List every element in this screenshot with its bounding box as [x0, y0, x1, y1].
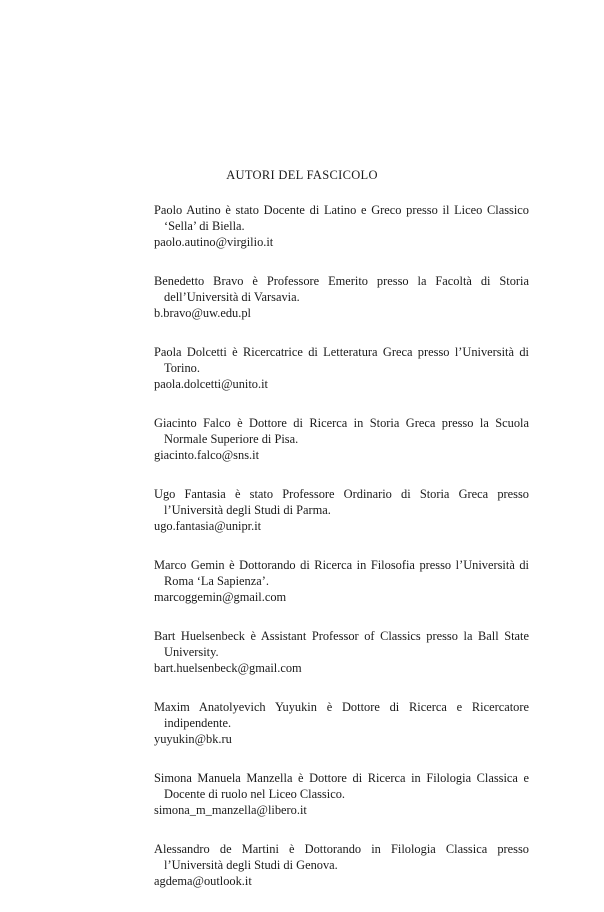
author-email[interactable]: paola.dolcetti@unito.it: [154, 377, 268, 391]
author-entry: [154, 770, 529, 818]
author-description: Ugo Fantasia è stato Professore Ordinario di Storia Greca presso l’Università degli Studi di Parma.: [154, 487, 529, 517]
author-description: Maxim Anatolyevich Yuyukin è Dottore di Ricerca e Ricercatore indipendente.: [154, 700, 529, 730]
author-entry: [154, 273, 529, 321]
author-description: Giacinto Falco è Dottore di Ricerca in Storia Greca presso la Scuola Normale Superiore di Pisa.: [154, 416, 529, 446]
author-email[interactable]: giacinto.falco@sns.it: [154, 448, 260, 462]
author-entry: [154, 557, 529, 605]
author-description: Simona Manuela Manzella è Dottore di Ricerca in Filologia Classica e Docente di ruolo nel Liceo Classico.: [154, 771, 529, 801]
author-entry: [154, 415, 529, 463]
author-description: Paola Dolcetti è Ricercatrice di Letteratura Greca presso l’Università di Torino.: [154, 345, 529, 375]
author-description: Paolo Autino è stato Docente di Latino e Greco presso il Liceo Classico ‘Sella’ di Biella.: [154, 203, 529, 233]
author-entry: [154, 699, 529, 747]
author-entry: [154, 202, 529, 250]
author-email[interactable]: bart.huelsenbeck@gmail.com: [154, 661, 302, 675]
author-entry: [154, 628, 529, 676]
author-description: Bart Huelsenbeck è Assistant Professor of Classics presso la Ball State University.: [154, 629, 529, 659]
author-email[interactable]: simona_m_manzella@libero.it: [154, 803, 307, 817]
author-entry: [154, 344, 529, 392]
author-description: Marco Gemin è Dottorando di Ricerca in Filosofia presso l’Università di Roma ‘La Sapienza’.: [154, 558, 529, 588]
author-email[interactable]: agdema@outlook.it: [154, 874, 252, 888]
author-email[interactable]: paolo.autino@virgilio.it: [154, 235, 274, 249]
author-entry: [154, 841, 529, 889]
author-email[interactable]: ugo.fantasia@unipr.it: [154, 519, 262, 533]
author-entry: [154, 486, 529, 534]
author-email[interactable]: yuyukin@bk.ru: [154, 732, 232, 746]
page-title: AUTORI DEL FASCICOLO: [226, 168, 378, 182]
author-email[interactable]: marcoggemin@gmail.com: [154, 590, 287, 604]
author-email[interactable]: b.bravo@uw.edu.pl: [154, 306, 251, 320]
author-list: [154, 202, 529, 912]
author-description: Benedetto Bravo è Professore Emerito presso la Facoltà di Storia dell’Università di Varsavia.: [154, 274, 529, 304]
author-description: Alessandro de Martini è Dottorando in Filologia Classica presso l’Università degli Studi di Genova.: [154, 842, 529, 872]
